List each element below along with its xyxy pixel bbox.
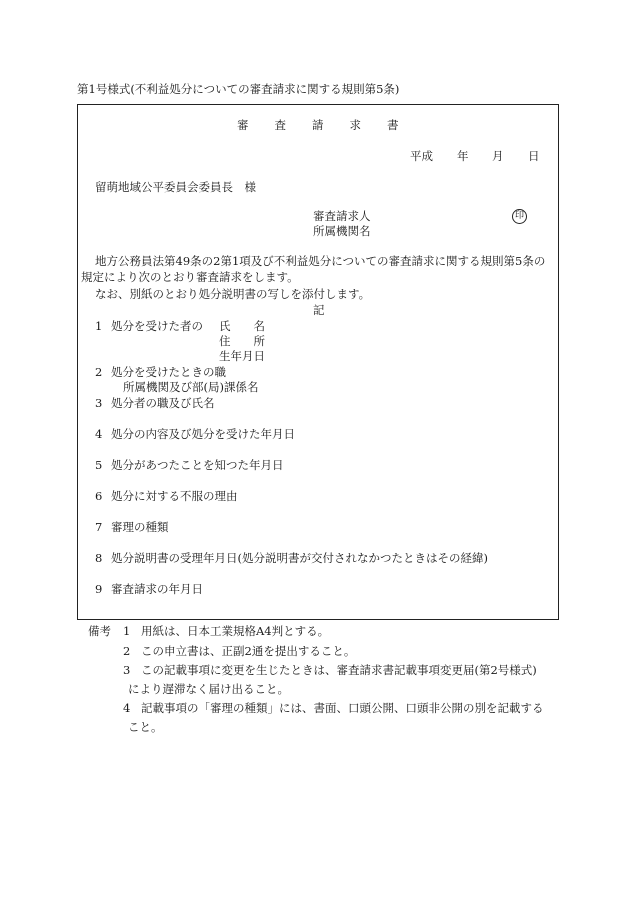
seal-mark [512,208,527,224]
item-7-text: 審理の種類 [111,520,169,534]
ki-mark: 記 [313,303,325,317]
item-8-number: 8 [95,551,103,565]
item-9-text: 審査請求の年月日 [111,582,203,596]
note-4-line-2: こと。 [128,720,163,734]
item-9-number: 9 [95,582,103,596]
note-3-line-2: により遅滞なく届け出ること。 [128,682,289,696]
item-8-text: 処分説明書の受理年月日(処分説明書が交付されなかつたときはその経緯) [111,551,488,565]
date-month: 月 [492,149,504,163]
body-line-3: なお、別紙のとおり処分説明書の写しを添付します。 [95,287,371,301]
item-1-birthdate: 生年月日 [219,349,265,363]
title-char: 求 [349,118,361,132]
note-1: 用紙は、日本工業規格A4判とする。 [141,624,330,638]
requester-label: 審査請求人 [313,209,371,223]
item-1-number: 1 [95,319,103,333]
note-3-number: 3 [123,663,131,677]
note-4-number: 4 [123,701,131,715]
notes-label: 備考 [88,624,111,638]
item-1-name: 氏 名 [219,319,265,333]
seal-char: 印 [512,209,527,224]
title-char: 査 [274,118,286,132]
body-line-1: 地方公務員法第49条の2第1項及び不利益処分についての審査請求に関する規則第5条の [95,254,546,268]
note-1-number: 1 [123,624,131,638]
date-era: 平成 [410,149,433,163]
form-label: 第1号様式(不利益処分についての審査請求に関する規則第5条) [77,82,400,96]
item-2-text: 処分を受けたときの職 [111,365,226,379]
date-year: 年 [457,149,469,163]
item-4-number: 4 [95,427,103,441]
note-2: この申立書は、正副2通を提出すること。 [141,644,356,658]
title-char: 書 [387,118,399,132]
item-1-address: 住 所 [219,334,265,348]
note-3-line-1: この記載事項に変更を生じたときは、審査請求書記載事項変更届(第2号様式) [141,663,537,677]
item-2-number: 2 [95,365,103,379]
item-7-number: 7 [95,520,103,534]
document-title [237,119,399,133]
item-4-text: 処分の内容及び処分を受けた年月日 [111,427,295,441]
title-char: 審 [237,118,249,132]
item-5-number: 5 [95,458,103,472]
item-5-text: 処分があつたことを知つた年月日 [111,458,284,472]
item-6-text: 処分に対する不服の理由 [111,489,238,503]
item-3-number: 3 [95,396,103,410]
item-2-subtext: 所属機関及び部(局)課係名 [123,380,259,394]
item-6-number: 6 [95,489,103,503]
note-4-line-1: 記載事項の「審理の種類」には、書面、口頭公開、口頭非公開の別を記載する [141,701,544,715]
item-1-text: 処分を受けた者の [111,319,203,333]
date-day: 日 [528,149,540,163]
title-char: 請 [312,118,324,132]
addressee: 留萌地域公平委員会委員長 様 [95,180,256,194]
note-2-number: 2 [123,644,131,658]
affiliation-label: 所属機関名 [313,224,371,238]
body-line-2: 規定により次のとおり審査請求をします。 [81,270,299,284]
item-3-text: 処分者の職及び氏名 [111,396,215,410]
